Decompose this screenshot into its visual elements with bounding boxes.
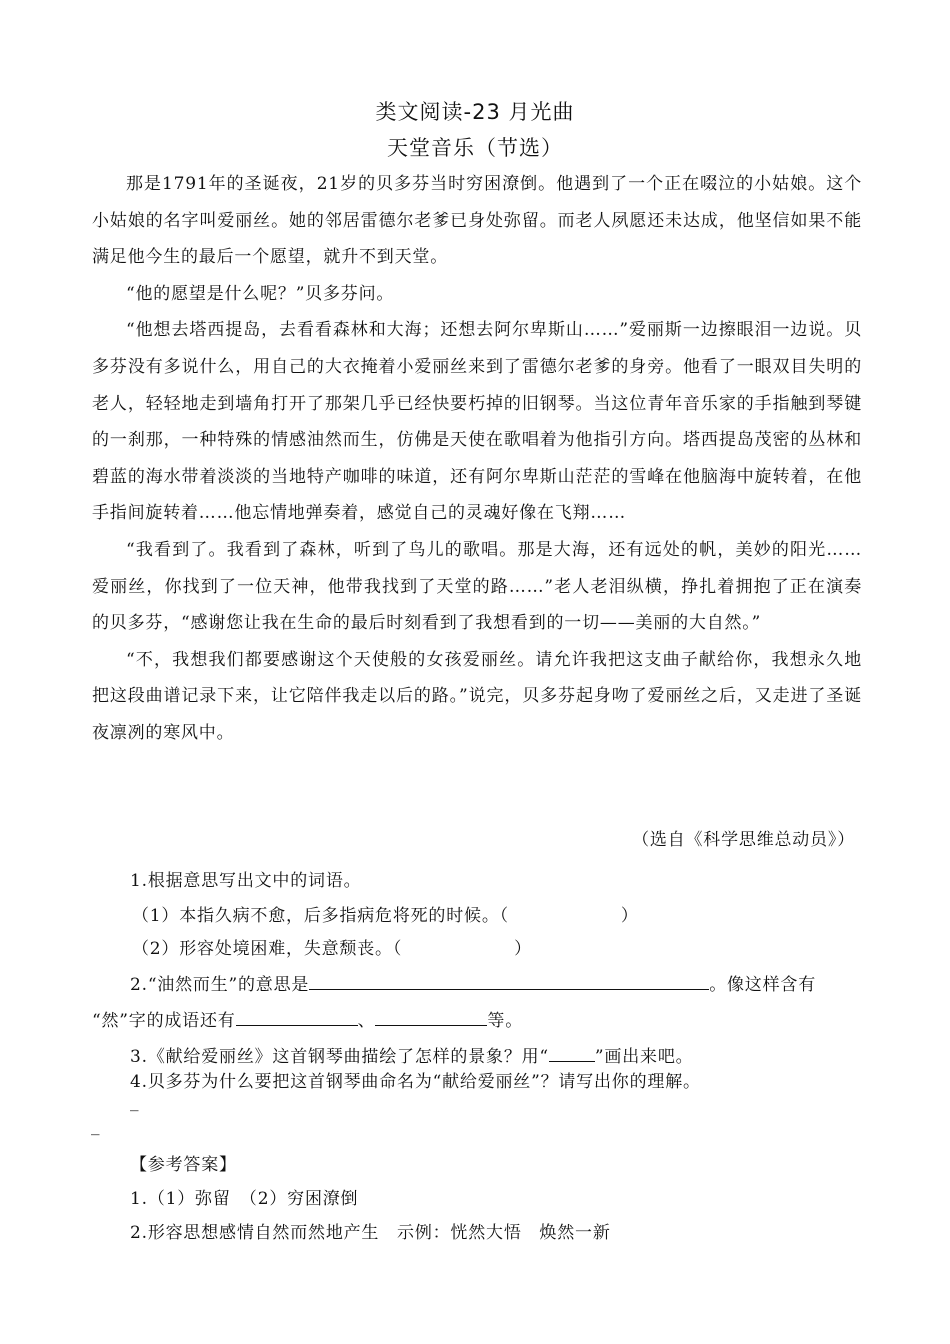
answer-blank[interactable] [549, 1043, 595, 1062]
question-text: （1）本指久病不愈，后多指病危将死的时候。（ [132, 906, 509, 926]
question-text: ） [514, 939, 532, 959]
answers-heading: 【参考答案】 [130, 1155, 237, 1175]
passage-paragraph: “不，我想我们都要感谢这个天使般的女孩爱丽丝。请允许我把这支曲子献给你，我想永久地把这段曲谱记录下来，让它陪伴我走以后的路。”说完，贝多芬起身吻了爱丽丝之后，又走进了圣诞夜凛冽的寒风中。 [92, 649, 862, 743]
answer-1: 1.（1）弥留 （2）穷困潦倒 [130, 1189, 359, 1209]
document-title: 类文阅读-23 月光曲 [375, 100, 575, 124]
passage-body [92, 166, 862, 752]
question-text: （2）形容处境困难，失意颓丧。（ [132, 939, 403, 959]
answer-line-mark: _ [130, 1092, 139, 1112]
question-text: 。像这样含有 [709, 975, 817, 995]
question-1: 1.根据意思写出文中的词语。 [130, 871, 362, 891]
passage-paragraph: 那是1791年的圣诞夜，21岁的贝多芬当时穷困潦倒。他遇到了一个正在啜泣的小姑娘。这个小姑娘的名字叫爱丽丝。她的邻居雷德尔老爹已身处弥留。而老人夙愿还未达成，他坚信如果不能满足他今生的最后一个愿望，就升不到天堂。 [92, 174, 862, 268]
answer-blank[interactable] [236, 1007, 358, 1026]
passage-paragraph: “他想去塔西提岛，去看看森林和大海；还想去阿尔卑斯山……”爱丽斯一边擦眼泪一边说。贝多芬没有多说什么，用自己的大衣掩着小爱丽丝来到了雷德尔老爹的身旁。他看了一眼双目失明的老人，轻轻地走到墙角打开了那架几乎已经快要朽掉的旧钢琴。当这位青年音乐家的手指触到琴键的一刹那，一种特殊的情感油然而生，仿佛是天使在歌唱着为他指引方向。塔西提岛茂密的丛林和碧蓝的海水带着淡淡的当地特产咖啡的味道，还有阿尔卑斯山茫茫的雪峰在他脑海中旋转着，在他手指间旋转着……他忘情地弹奏着，感觉自己的灵魂好像在飞翔…… [92, 320, 862, 524]
question-2-line-2 [92, 1006, 523, 1031]
question-1-part-2 [132, 934, 532, 959]
answer-blank[interactable] [309, 971, 709, 990]
question-text: 3.《献给爱丽丝》这首钢琴曲描绘了怎样的景象？用“ [130, 1047, 549, 1067]
passage-paragraph: “我看到了。我看到了森林，听到了鸟儿的歌唱。那是大海，还有远处的帆，美妙的阳光……爱丽丝，你找到了一位天神，他带我找到了天堂的路……”老人老泪纵横，挣扎着拥抱了正在演奏的贝多芬，“感谢您让我在生命的最后时刻看到了我想看到的一切——美丽的大自然。” [92, 539, 862, 634]
question-3 [130, 1042, 693, 1067]
passage-paragraph: “他的愿望是什么呢？”贝多芬问。 [126, 283, 395, 304]
question-text: ） [620, 906, 639, 926]
question-text: 、 [357, 1011, 376, 1031]
question-2 [130, 970, 816, 995]
answer-blank[interactable] [375, 1007, 487, 1026]
question-text: “然”字的成语还有 [92, 1011, 236, 1031]
question-text: ”画出来吧。 [594, 1047, 694, 1067]
question-1-part-1 [132, 901, 639, 926]
answer-line-mark: _ [91, 1116, 100, 1136]
answer-2: 2.形容思想感情自然而然地产生 示例：恍然大悟 焕然一新 [130, 1223, 611, 1243]
question-text: 2.“油然而生”的意思是 [130, 975, 310, 995]
passage-title: 天堂音乐（节选） [387, 136, 563, 160]
question-text: 等。 [487, 1011, 524, 1031]
source-citation: （选自《科学思维总动员》） [632, 830, 855, 850]
question-4: 4.贝多芬为什么要把这首钢琴曲命名为“献给爱丽丝”？请写出你的理解。 [130, 1072, 701, 1092]
